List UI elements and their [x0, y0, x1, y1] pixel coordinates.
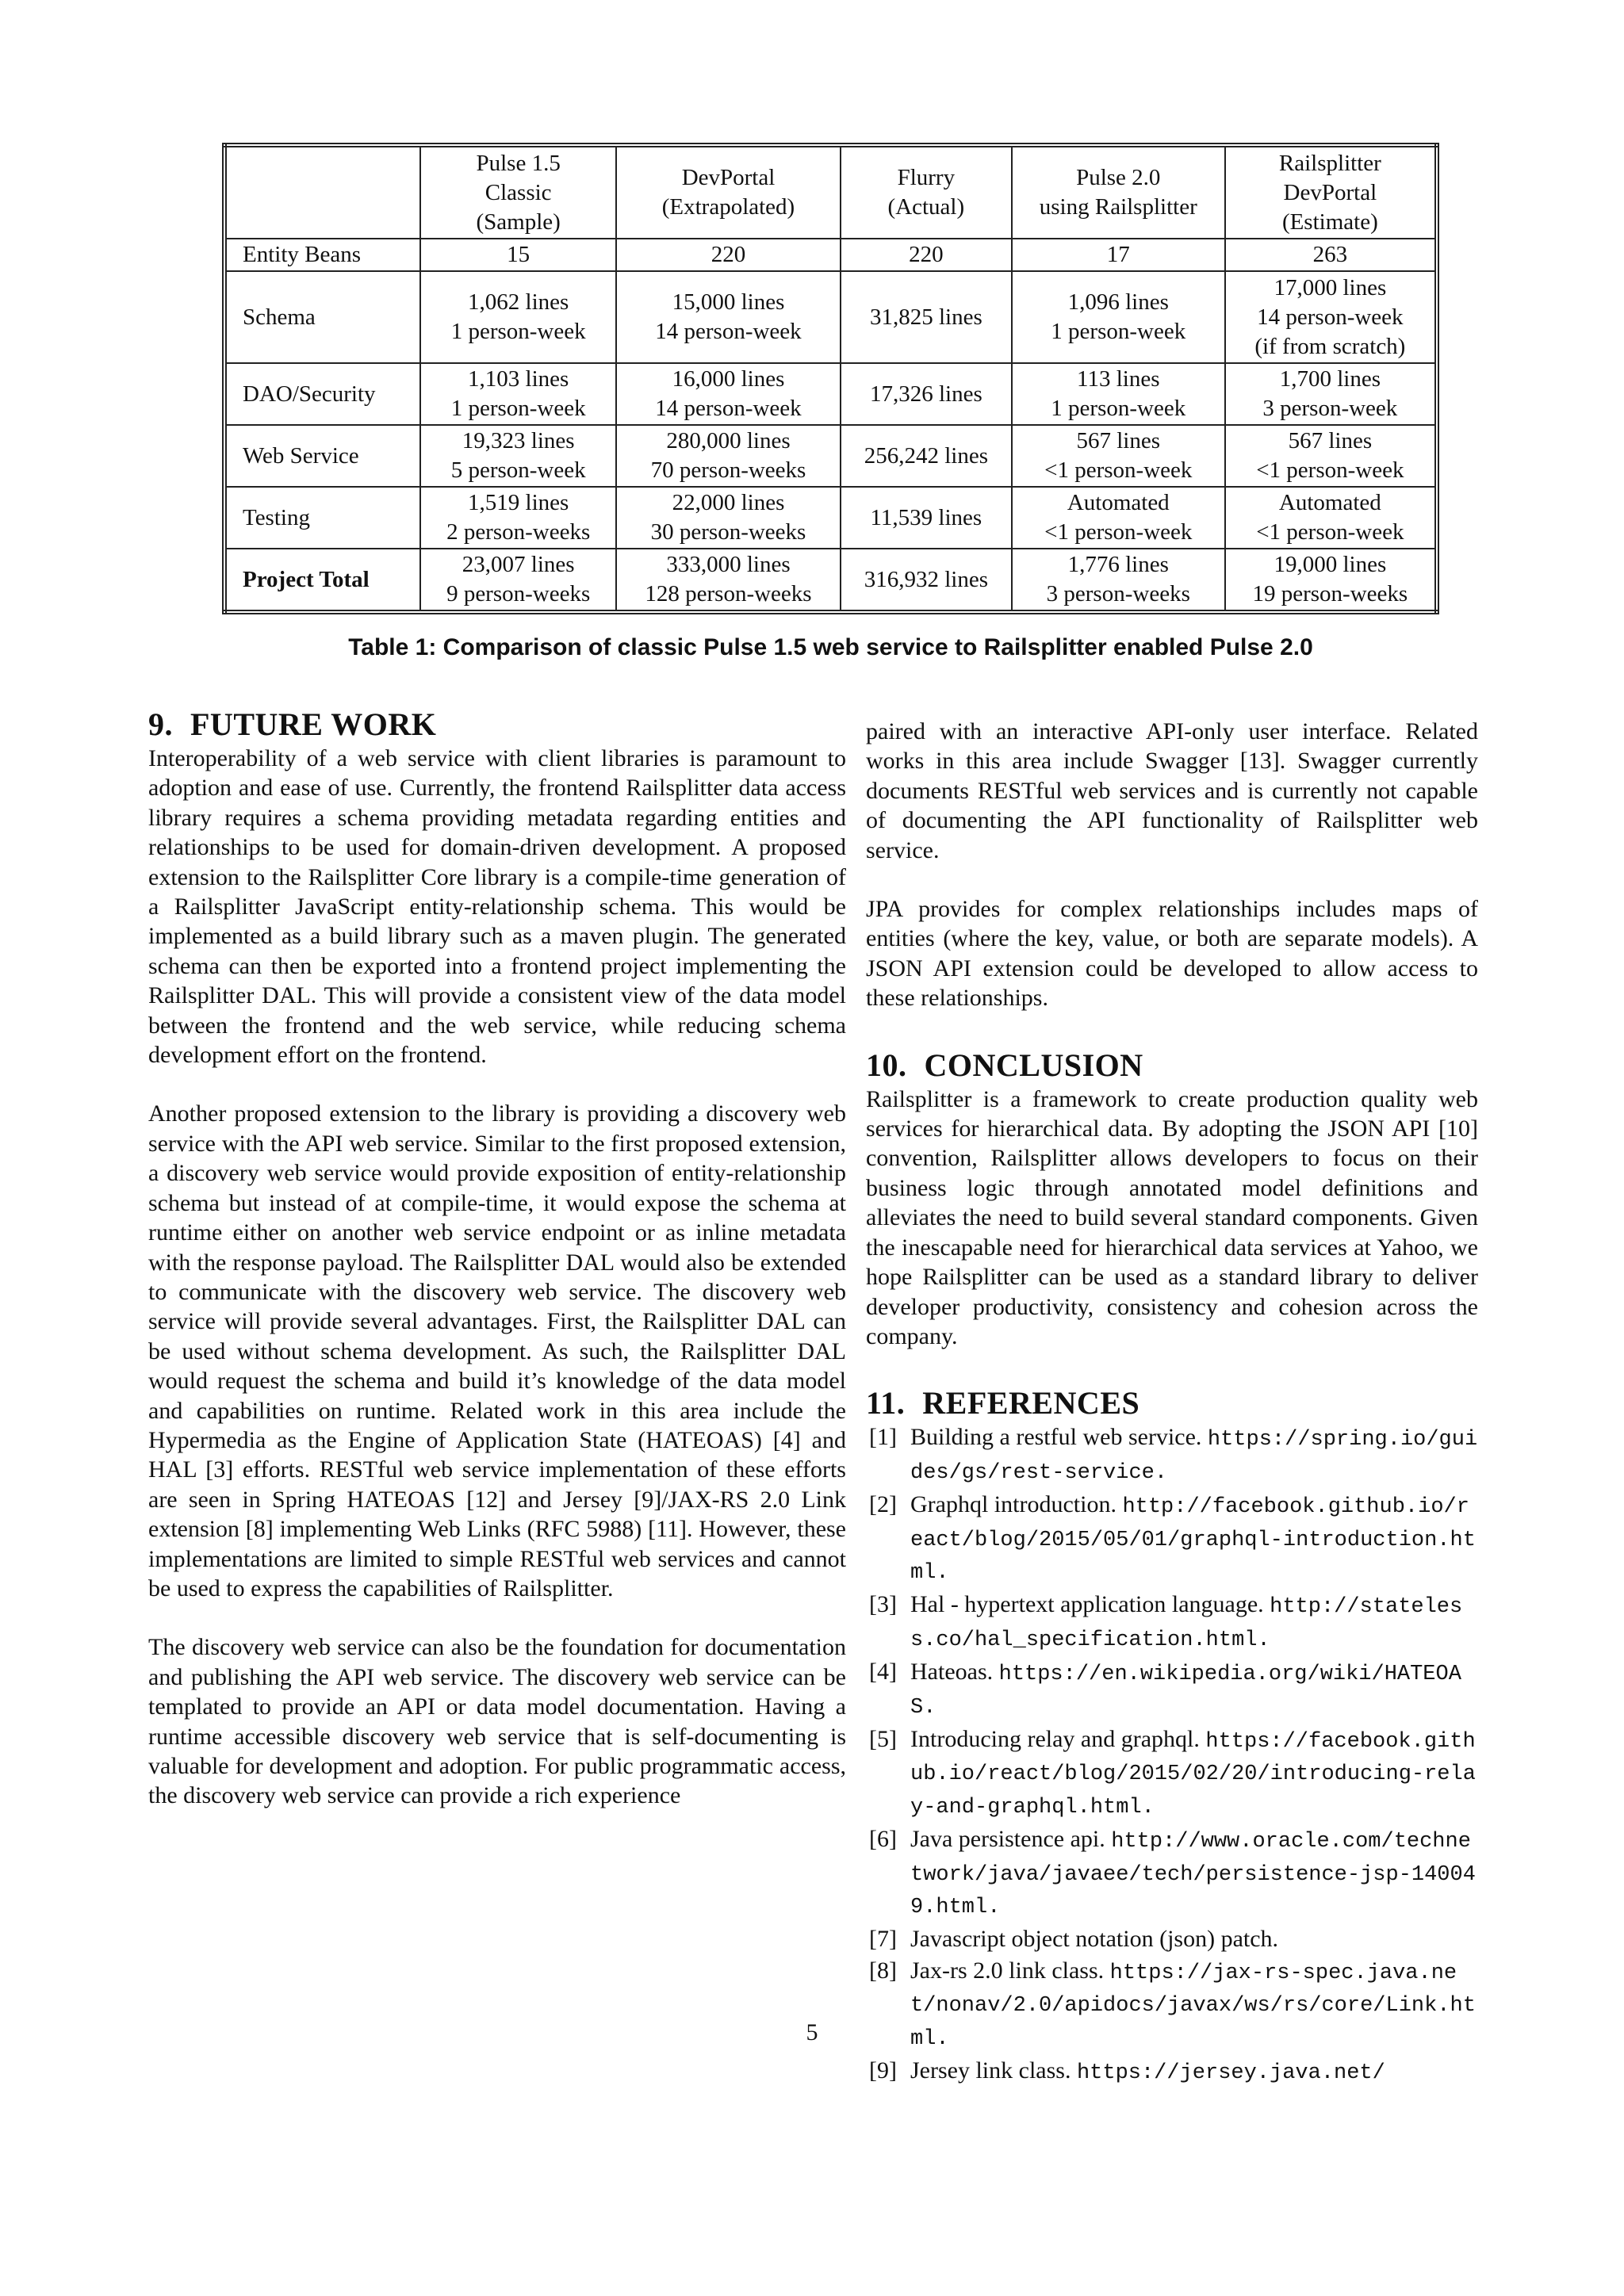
cell-line: 220	[909, 242, 944, 267]
section-number: 10.	[866, 1047, 907, 1083]
reference-title: Hateoas.	[910, 1659, 999, 1686]
cell-line: using Railsplitter	[1039, 194, 1197, 220]
reference-url[interactable]: https://en.wikipedia.org/wiki/HATEOAS.	[910, 1663, 1461, 1720]
cell-line: 128 person-weeks	[645, 581, 812, 607]
reference-url[interactable]: http://stateless.co/hal_specification.html.	[910, 1595, 1463, 1652]
cell-line: DevPortal	[681, 165, 776, 190]
table-cell	[841, 363, 1012, 425]
table-header-cell	[841, 145, 1012, 239]
cell-line: 280,000 lines	[666, 428, 791, 453]
table-corner-cell	[224, 145, 420, 239]
cell-line: 31,825 lines	[869, 304, 982, 330]
table-cell	[616, 271, 841, 363]
paragraph: The discovery web service can also be the foundation for documentation and publishing the API web service. The discovery web service can be templated to provide an API or data model documentation. Having a runtime accessible discovery web service that is self-documenting is valuable for development and adoption. For public programmatic access, the discovery web service can provide a rich experience	[148, 1634, 846, 1809]
table-cell	[1225, 487, 1437, 549]
cell-line: 333,000 lines	[666, 552, 791, 577]
cell-line: 2 person-weeks	[446, 519, 591, 545]
table-row	[224, 271, 1437, 363]
reference-title: Graphql introduction.	[910, 1491, 1123, 1518]
reference-item	[866, 1422, 1478, 1488]
table-cell	[1225, 239, 1437, 271]
cell-line: 14 person-week	[1257, 304, 1404, 330]
section-number: 9.	[148, 706, 173, 742]
cell-line: 19,323 lines	[462, 428, 575, 453]
reference-url[interactable]: http://www.oracle.com/technetwork/java/javaee/tech/persistence-jsp-140049.html.	[910, 1830, 1476, 1919]
cell-line: 14 person-week	[655, 396, 802, 421]
table-caption: Table 1: Comparison of classic Pulse 1.5 web service to Railsplitter enabled Pulse 2.0	[348, 634, 1313, 660]
table-row-label: Project Total	[224, 549, 420, 612]
cell-line: Automated	[1278, 490, 1381, 515]
cell-line: 19,000 lines	[1274, 552, 1387, 577]
cell-line: 17,000 lines	[1274, 274, 1387, 300]
table-cell	[1012, 271, 1225, 363]
cell-line: <1 person-week	[1256, 519, 1404, 545]
reference-number: [3]	[869, 1591, 897, 1618]
table-cell	[1012, 363, 1225, 425]
table-cell	[841, 239, 1012, 271]
section-title: FUTURE WORK	[190, 706, 437, 742]
reference-url[interactable]: https://jersey.java.net/	[1076, 2061, 1385, 2086]
cell-line: (Actual)	[887, 194, 965, 220]
reference-item	[866, 1657, 1478, 1723]
reference-url[interactable]: http://facebook.github.io/react/blog/2015/05/01/graphql-introduction.html.	[910, 1495, 1476, 1585]
table-cell	[1012, 425, 1225, 487]
cell-line: 3 person-weeks	[1046, 581, 1190, 607]
table-cell	[841, 425, 1012, 487]
cell-line: 1,776 lines	[1067, 552, 1169, 577]
cell-line: <1 person-week	[1044, 519, 1193, 545]
cell-line: 16,000 lines	[672, 366, 785, 392]
left-column	[148, 706, 846, 1840]
reference-item	[866, 1924, 1478, 1954]
table-row	[224, 487, 1437, 549]
table-cell	[841, 271, 1012, 363]
paragraph: Another proposed extension to the library is providing a discovery web service with the API web service. Similar to the first proposed extension, a discovery web service would provide exposition of entity-relationship schema but instead of at compile-time, it would expose the schema at runtime either on another web service endpoint or as inline metadata with the response payload. The Railsplitter DAL would also be extended to communicate with the discovery web service. The discovery web service will provide several advantages. First, the Railsplitter DAL can be used without schema development. As such, the Railsplitter DAL would request the schema and build it’s knowledge of the data model and capabilities on runtime. Related work in this area include the Hypermedia as the Engine of Application State (HATEOAS) [4] and HAL [3] efforts. RESTful web service implementation of these efforts are seen in Spring HATEOAS [12] and Jersey [9]/JAX-RS 2.0 Link extension [8] implementing Web Links (RFC 5988) [11]. However, these implementations are limited to simple RESTful web services and cannot be used to express the capabilities of Railsplitter.	[148, 1100, 846, 1601]
table-cell	[1225, 549, 1437, 612]
cell-line: 23,007 lines	[462, 552, 575, 577]
cell-line: 3 person-week	[1262, 396, 1398, 421]
table-cell	[616, 425, 841, 487]
cell-line: 1,700 lines	[1279, 366, 1381, 392]
table-cell	[1012, 549, 1225, 612]
reference-number: [6]	[869, 1826, 897, 1853]
reference-item	[866, 1824, 1478, 1923]
reference-url[interactable]: https://facebook.github.io/react/blog/2015/02/20/introducing-relay-and-graphql.html.	[910, 1729, 1476, 1820]
reference-item	[866, 1724, 1478, 1823]
table-header-cell	[1225, 145, 1437, 239]
table-cell	[420, 363, 616, 425]
table-cell	[420, 425, 616, 487]
cell-line: 17,326 lines	[869, 381, 982, 407]
cell-line: (if from scratch)	[1254, 333, 1406, 359]
cell-line: <1 person-week	[1256, 457, 1404, 483]
cell-line: 1,519 lines	[468, 490, 569, 515]
table-cell	[420, 271, 616, 363]
table-row	[224, 425, 1437, 487]
cell-line: 70 person-weeks	[650, 457, 806, 483]
paragraph: Railsplitter is a framework to create production quality web services for hierarchical data. By adopting the JSON API [10] convention, Railsplitter allows developers to focus on their business logic through annotated model definitions and alleviates the need to build several standard components. Given the inescapable need for hierarchical data services at Yahoo, we hope Railsplitter can be used as a standard library to deliver developer productivity, consistency and cohesion across the company.	[866, 1085, 1478, 1349]
table-cell	[1012, 487, 1225, 549]
cell-line: 1 person-week	[1051, 396, 1186, 421]
reference-title: Jersey link class.	[910, 2057, 1077, 2084]
cell-line: 256,242 lines	[864, 442, 988, 469]
cell-line: 316,932 lines	[864, 566, 988, 592]
reference-number: [5]	[869, 1725, 897, 1752]
reference-number: [4]	[869, 1659, 897, 1686]
table-cell	[420, 549, 616, 612]
cell-line: 113 lines	[1077, 366, 1160, 392]
table-row	[224, 363, 1437, 425]
table-cell	[1012, 239, 1225, 271]
table-cell	[616, 363, 841, 425]
right-column	[866, 717, 1478, 2090]
table-row	[224, 239, 1437, 271]
table-header-cell	[616, 145, 841, 239]
cell-line: Classic	[485, 179, 552, 205]
cell-line: Pulse 2.0	[1076, 165, 1161, 190]
cell-line: 567 lines	[1288, 428, 1373, 453]
cell-line: 567 lines	[1076, 428, 1161, 453]
cell-line: Pulse 1.5	[476, 150, 561, 176]
reference-item	[866, 2056, 1478, 2088]
cell-line: 30 person-weeks	[650, 519, 806, 545]
cell-line: 19 person-weeks	[1252, 581, 1408, 607]
reference-title: Java persistence api.	[910, 1826, 1112, 1853]
reference-number: [7]	[869, 1926, 897, 1953]
reference-number: [1]	[869, 1424, 897, 1451]
cell-line: 15	[507, 242, 530, 267]
paragraph: paired with an interactive API-only user interface. Related works in this area include Swagger [13]. Swagger currently documents RESTful web services and is currently not capable of documenting the API functionality of Railsplitter web service.	[866, 718, 1478, 863]
reference-item	[866, 1590, 1478, 1655]
cell-line: 5 person-week	[450, 457, 586, 483]
paragraph: JPA provides for complex relationships includes maps of entities (where the key, value, or both are separate models). A JSON API extension could be developed to allow access to these relationships.	[866, 896, 1478, 1012]
table-cell	[616, 549, 841, 612]
cell-line: 263	[1312, 242, 1348, 267]
cell-line: 220	[710, 242, 746, 267]
reference-url[interactable]: https://spring.io/guides/gs/rest-service.	[910, 1428, 1478, 1485]
cell-line: 1,103 lines	[468, 366, 569, 392]
section-number: 11.	[866, 1385, 906, 1422]
table-row-label: DAO/Security	[224, 363, 420, 425]
table-cell	[420, 487, 616, 549]
cell-line: 9 person-weeks	[446, 581, 591, 607]
table-cell	[841, 549, 1012, 612]
cell-line: Flurry	[897, 165, 956, 190]
section-heading-future-work	[148, 706, 846, 744]
table-cell	[1225, 425, 1437, 487]
section-heading-references	[866, 1384, 1478, 1422]
cell-line: 17	[1106, 242, 1130, 267]
cell-line: 1 person-week	[450, 319, 586, 344]
table-header-cell	[1012, 145, 1225, 239]
reference-number: [9]	[869, 2057, 897, 2084]
reference-item	[866, 1490, 1478, 1588]
table-cell	[616, 239, 841, 271]
table-cell	[1225, 271, 1437, 363]
comparison-table	[222, 143, 1439, 614]
cell-line: (Estimate)	[1281, 209, 1378, 235]
table-row-label: Schema	[224, 271, 420, 363]
cell-line: (Sample)	[476, 209, 561, 235]
cell-line: <1 person-week	[1044, 457, 1193, 483]
reference-number: [2]	[869, 1491, 897, 1518]
cell-line: 15,000 lines	[672, 289, 785, 315]
table-header-row	[224, 145, 1437, 239]
table-row-label: Testing	[224, 487, 420, 549]
table-row	[224, 549, 1437, 612]
section-heading-conclusion	[866, 1047, 1478, 1085]
reference-title: Building a restful web service.	[910, 1424, 1208, 1451]
cell-line: 1,096 lines	[1067, 289, 1169, 315]
reference-number: [8]	[869, 1957, 897, 1984]
section-title: REFERENCES	[922, 1385, 1140, 1422]
table-cell	[841, 487, 1012, 549]
cell-line: Railsplitter	[1278, 150, 1381, 176]
paragraph: Interoperability of a web service with client libraries is paramount to adoption and ease of use. Currently, the frontend Railsplitter data access library requires a schema providing metadata regarding entities and relationships to be used for domain-driven development. A proposed extension to the Railsplitter Core library is a compile-time generation of a Railsplitter JavaScript entity-relationship schema. This would be implemented as a build library such as a maven plugin. The generated schema can then be exported into a frontend project implementing the Railsplitter DAL. This will provide a consistent view of the data model between the frontend and the web service, while reducing schema development effort on the frontend.	[148, 745, 846, 1069]
page-number: 5	[806, 2019, 818, 2045]
comparison-table-wrap	[222, 143, 1439, 614]
cell-line: (Extrapolated)	[661, 194, 795, 220]
cell-line: 11,539 lines	[870, 504, 982, 530]
cell-line: 14 person-week	[655, 319, 802, 344]
cell-line: 1 person-week	[1051, 319, 1186, 344]
reference-title: Javascript object notation (json) patch.	[910, 1926, 1279, 1953]
reference-title: Introducing relay and graphql.	[910, 1725, 1206, 1752]
table-cell	[420, 239, 616, 271]
reference-title: Jax-rs 2.0 link class.	[910, 1957, 1110, 1984]
table-cell	[616, 487, 841, 549]
cell-line: Automated	[1067, 490, 1170, 515]
reference-url[interactable]: https://jax-rs-spec.java.net/nonav/2.0/apidocs/javax/ws/rs/core/Link.html.	[910, 1961, 1476, 2051]
cell-line: 22,000 lines	[672, 490, 785, 515]
cell-line: 1 person-week	[450, 396, 586, 421]
cell-line: DevPortal	[1283, 179, 1377, 205]
reference-title: Hal - hypertext application language.	[910, 1591, 1270, 1618]
table-row-label: Entity Beans	[224, 239, 420, 271]
table-cell	[1225, 363, 1437, 425]
table-row-label: Web Service	[224, 425, 420, 487]
table-header-cell	[420, 145, 616, 239]
section-title: CONCLUSION	[924, 1047, 1143, 1083]
cell-line: 1,062 lines	[468, 289, 569, 315]
reference-list	[866, 1422, 1478, 2088]
